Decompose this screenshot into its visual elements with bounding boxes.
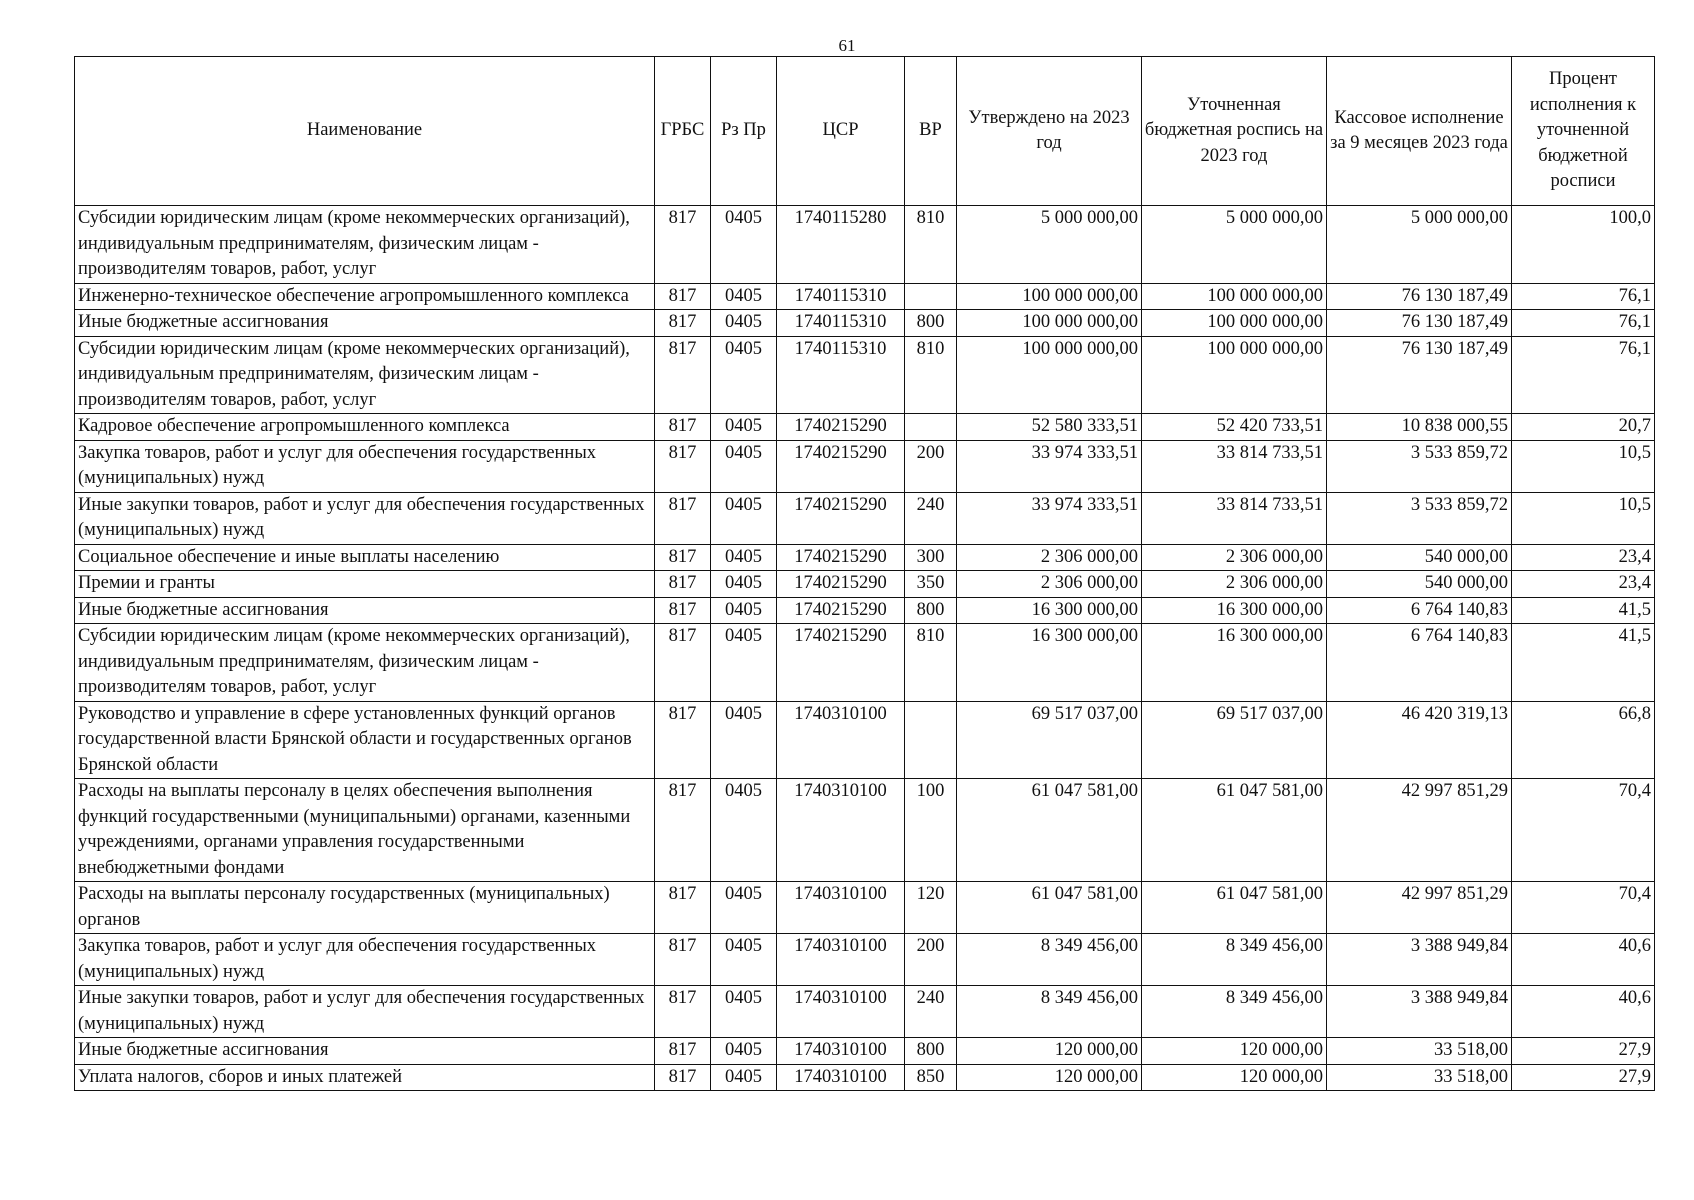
cell-refined: 16 300 000,00 [1142,597,1327,624]
table-row [75,934,1655,986]
cell-csr: 1740310100 [777,986,905,1038]
cell-cash: 76 130 187,49 [1327,310,1512,337]
cell-approved: 2 306 000,00 [957,544,1142,571]
cell-csr: 1740310100 [777,779,905,882]
cell-vr: 200 [905,440,957,492]
cell-rzpr: 0405 [711,336,777,414]
cell-csr: 1740310100 [777,1064,905,1091]
cell-name: Иные бюджетные ассигнования [75,310,655,337]
cell-refined: 69 517 037,00 [1142,701,1327,779]
cell-csr: 1740310100 [777,882,905,934]
cell-grbs: 817 [655,544,711,571]
cell-refined: 33 814 733,51 [1142,440,1327,492]
page-number: 61 [838,36,856,55]
cell-vr: 240 [905,986,957,1038]
cell-rzpr: 0405 [711,882,777,934]
cell-cash: 33 518,00 [1327,1064,1512,1091]
cell-percent: 23,4 [1512,571,1655,598]
cell-cash: 76 130 187,49 [1327,336,1512,414]
cell-vr: 800 [905,1038,957,1065]
cell-vr: 810 [905,624,957,702]
cell-name: Кадровое обеспечение агропромышленного комплекса [75,414,655,441]
cell-cash: 76 130 187,49 [1327,283,1512,310]
cell-cash: 540 000,00 [1327,571,1512,598]
cell-name: Закупка товаров, работ и услуг для обеспечения государственных (муниципальных) нужд [75,440,655,492]
cell-csr: 1740310100 [777,1038,905,1065]
cell-refined: 52 420 733,51 [1142,414,1327,441]
cell-approved: 33 974 333,51 [957,440,1142,492]
table-row [75,544,1655,571]
table-row [75,1038,1655,1065]
cell-percent: 76,1 [1512,310,1655,337]
cell-rzpr: 0405 [711,701,777,779]
cell-grbs: 817 [655,336,711,414]
cell-name: Иные закупки товаров, работ и услуг для обеспечения государственных (муниципальных) нужд [75,492,655,544]
cell-grbs: 817 [655,492,711,544]
cell-percent: 100,0 [1512,206,1655,284]
cell-refined: 100 000 000,00 [1142,336,1327,414]
cell-rzpr: 0405 [711,1038,777,1065]
cell-approved: 61 047 581,00 [957,882,1142,934]
cell-cash: 42 997 851,29 [1327,882,1512,934]
cell-vr [905,701,957,779]
cell-cash: 6 764 140,83 [1327,597,1512,624]
header-grbs: ГРБС [655,57,711,206]
cell-cash: 6 764 140,83 [1327,624,1512,702]
header-percent: Процент исполнения к уточненной бюджетной росписи [1512,57,1655,206]
cell-approved: 8 349 456,00 [957,986,1142,1038]
cell-cash: 46 420 319,13 [1327,701,1512,779]
cell-refined: 100 000 000,00 [1142,310,1327,337]
table-row [75,571,1655,598]
cell-approved: 33 974 333,51 [957,492,1142,544]
cell-csr: 1740115280 [777,206,905,284]
header-cash: Кассовое исполнение за 9 месяцев 2023 года [1327,57,1512,206]
table-row [75,414,1655,441]
cell-name: Инженерно-техническое обеспечение агропромышленного комплекса [75,283,655,310]
cell-vr: 100 [905,779,957,882]
header-csr: ЦСР [777,57,905,206]
cell-percent: 76,1 [1512,336,1655,414]
cell-percent: 41,5 [1512,624,1655,702]
cell-percent: 40,6 [1512,986,1655,1038]
cell-name: Субсидии юридическим лицам (кроме некоммерческих организаций), индивидуальным предпринимателям, физическим лицам - производителям товаров, работ, услуг [75,206,655,284]
cell-approved: 52 580 333,51 [957,414,1142,441]
cell-name: Иные закупки товаров, работ и услуг для обеспечения государственных (муниципальных) нужд [75,986,655,1038]
cell-refined: 120 000,00 [1142,1064,1327,1091]
cell-rzpr: 0405 [711,571,777,598]
cell-grbs: 817 [655,597,711,624]
table-row [75,283,1655,310]
cell-grbs: 817 [655,779,711,882]
cell-approved: 5 000 000,00 [957,206,1142,284]
cell-approved: 8 349 456,00 [957,934,1142,986]
cell-vr: 800 [905,310,957,337]
cell-vr [905,414,957,441]
cell-csr: 1740115310 [777,283,905,310]
cell-grbs: 817 [655,882,711,934]
cell-name: Закупка товаров, работ и услуг для обеспечения государственных (муниципальных) нужд [75,934,655,986]
table-row [75,882,1655,934]
cell-csr: 1740115310 [777,336,905,414]
cell-vr: 800 [905,597,957,624]
header-refined: Уточненная бюджетная роспись на 2023 год [1142,57,1327,206]
cell-name: Иные бюджетные ассигнования [75,1038,655,1065]
budget-table [74,56,1655,1091]
cell-rzpr: 0405 [711,597,777,624]
cell-rzpr: 0405 [711,492,777,544]
table-row [75,1064,1655,1091]
cell-cash: 3 388 949,84 [1327,934,1512,986]
cell-approved: 2 306 000,00 [957,571,1142,598]
header-approved: Утверждено на 2023 год [957,57,1142,206]
cell-grbs: 817 [655,1038,711,1065]
cell-name: Уплата налогов, сборов и иных платежей [75,1064,655,1091]
table-row [75,336,1655,414]
cell-percent: 27,9 [1512,1064,1655,1091]
cell-approved: 100 000 000,00 [957,283,1142,310]
cell-csr: 1740215290 [777,571,905,598]
cell-csr: 1740215290 [777,597,905,624]
cell-name: Премии и гранты [75,571,655,598]
table-row [75,701,1655,779]
cell-vr: 850 [905,1064,957,1091]
table-row [75,206,1655,284]
cell-grbs: 817 [655,283,711,310]
cell-vr: 350 [905,571,957,598]
cell-cash: 540 000,00 [1327,544,1512,571]
cell-vr: 810 [905,206,957,284]
cell-grbs: 817 [655,206,711,284]
cell-name: Иные бюджетные ассигнования [75,597,655,624]
cell-percent: 76,1 [1512,283,1655,310]
cell-rzpr: 0405 [711,440,777,492]
cell-refined: 2 306 000,00 [1142,571,1327,598]
cell-approved: 120 000,00 [957,1064,1142,1091]
cell-refined: 100 000 000,00 [1142,283,1327,310]
cell-rzpr: 0405 [711,414,777,441]
cell-refined: 61 047 581,00 [1142,779,1327,882]
cell-vr: 200 [905,934,957,986]
header-vr: ВР [905,57,957,206]
cell-refined: 33 814 733,51 [1142,492,1327,544]
cell-grbs: 817 [655,414,711,441]
cell-grbs: 817 [655,701,711,779]
cell-csr: 1740215290 [777,624,905,702]
table-row [75,440,1655,492]
cell-percent: 40,6 [1512,934,1655,986]
cell-refined: 120 000,00 [1142,1038,1327,1065]
cell-grbs: 817 [655,310,711,337]
cell-percent: 23,4 [1512,544,1655,571]
cell-csr: 1740310100 [777,701,905,779]
cell-vr [905,283,957,310]
cell-name: Субсидии юридическим лицам (кроме некоммерческих организаций), индивидуальным предпринимателям, физическим лицам - производителям товаров, работ, услуг [75,624,655,702]
cell-csr: 1740215290 [777,492,905,544]
cell-approved: 61 047 581,00 [957,779,1142,882]
cell-refined: 8 349 456,00 [1142,986,1327,1038]
cell-grbs: 817 [655,986,711,1038]
header-rzpr: Рз Пр [711,57,777,206]
table-header [75,57,1655,206]
cell-refined: 2 306 000,00 [1142,544,1327,571]
cell-name: Социальное обеспечение и иные выплаты населению [75,544,655,571]
cell-name: Субсидии юридическим лицам (кроме некоммерческих организаций), индивидуальным предпринимателям, физическим лицам - производителям товаров, работ, услуг [75,336,655,414]
cell-rzpr: 0405 [711,779,777,882]
cell-grbs: 817 [655,934,711,986]
cell-name: Руководство и управление в сфере установленных функций органов государственной власти Брянской области и государственных органов Брянской области [75,701,655,779]
cell-cash: 3 388 949,84 [1327,986,1512,1038]
table-body [75,206,1655,1091]
cell-csr: 1740215290 [777,440,905,492]
cell-percent: 10,5 [1512,492,1655,544]
cell-refined: 5 000 000,00 [1142,206,1327,284]
table-row [75,597,1655,624]
cell-rzpr: 0405 [711,283,777,310]
cell-rzpr: 0405 [711,544,777,571]
cell-rzpr: 0405 [711,624,777,702]
cell-rzpr: 0405 [711,1064,777,1091]
table-row [75,492,1655,544]
cell-percent: 27,9 [1512,1038,1655,1065]
cell-csr: 1740215290 [777,544,905,571]
cell-vr: 810 [905,336,957,414]
cell-percent: 10,5 [1512,440,1655,492]
cell-refined: 8 349 456,00 [1142,934,1327,986]
table-row [75,986,1655,1038]
cell-percent: 66,8 [1512,701,1655,779]
cell-vr: 120 [905,882,957,934]
cell-grbs: 817 [655,1064,711,1091]
cell-approved: 100 000 000,00 [957,310,1142,337]
cell-cash: 42 997 851,29 [1327,779,1512,882]
cell-cash: 5 000 000,00 [1327,206,1512,284]
cell-csr: 1740215290 [777,414,905,441]
cell-name: Расходы на выплаты персоналу государственных (муниципальных) органов [75,882,655,934]
cell-cash: 10 838 000,55 [1327,414,1512,441]
header-name: Наименование [75,57,655,206]
cell-cash: 3 533 859,72 [1327,440,1512,492]
cell-name: Расходы на выплаты персоналу в целях обеспечения выполнения функций государственными (муниципальными) органами, казенными учреждениями, органами управления государственными внебюджетными фондами [75,779,655,882]
cell-approved: 69 517 037,00 [957,701,1142,779]
table-row [75,310,1655,337]
cell-refined: 61 047 581,00 [1142,882,1327,934]
cell-csr: 1740310100 [777,934,905,986]
table-row [75,624,1655,702]
cell-percent: 70,4 [1512,882,1655,934]
cell-cash: 3 533 859,72 [1327,492,1512,544]
cell-rzpr: 0405 [711,934,777,986]
cell-csr: 1740115310 [777,310,905,337]
cell-rzpr: 0405 [711,206,777,284]
cell-approved: 120 000,00 [957,1038,1142,1065]
table-row [75,779,1655,882]
cell-grbs: 817 [655,571,711,598]
cell-percent: 70,4 [1512,779,1655,882]
cell-rzpr: 0405 [711,310,777,337]
cell-grbs: 817 [655,624,711,702]
cell-percent: 41,5 [1512,597,1655,624]
cell-approved: 16 300 000,00 [957,597,1142,624]
cell-rzpr: 0405 [711,986,777,1038]
cell-refined: 16 300 000,00 [1142,624,1327,702]
cell-approved: 100 000 000,00 [957,336,1142,414]
cell-vr: 300 [905,544,957,571]
cell-cash: 33 518,00 [1327,1038,1512,1065]
cell-approved: 16 300 000,00 [957,624,1142,702]
cell-percent: 20,7 [1512,414,1655,441]
cell-grbs: 817 [655,440,711,492]
cell-vr: 240 [905,492,957,544]
